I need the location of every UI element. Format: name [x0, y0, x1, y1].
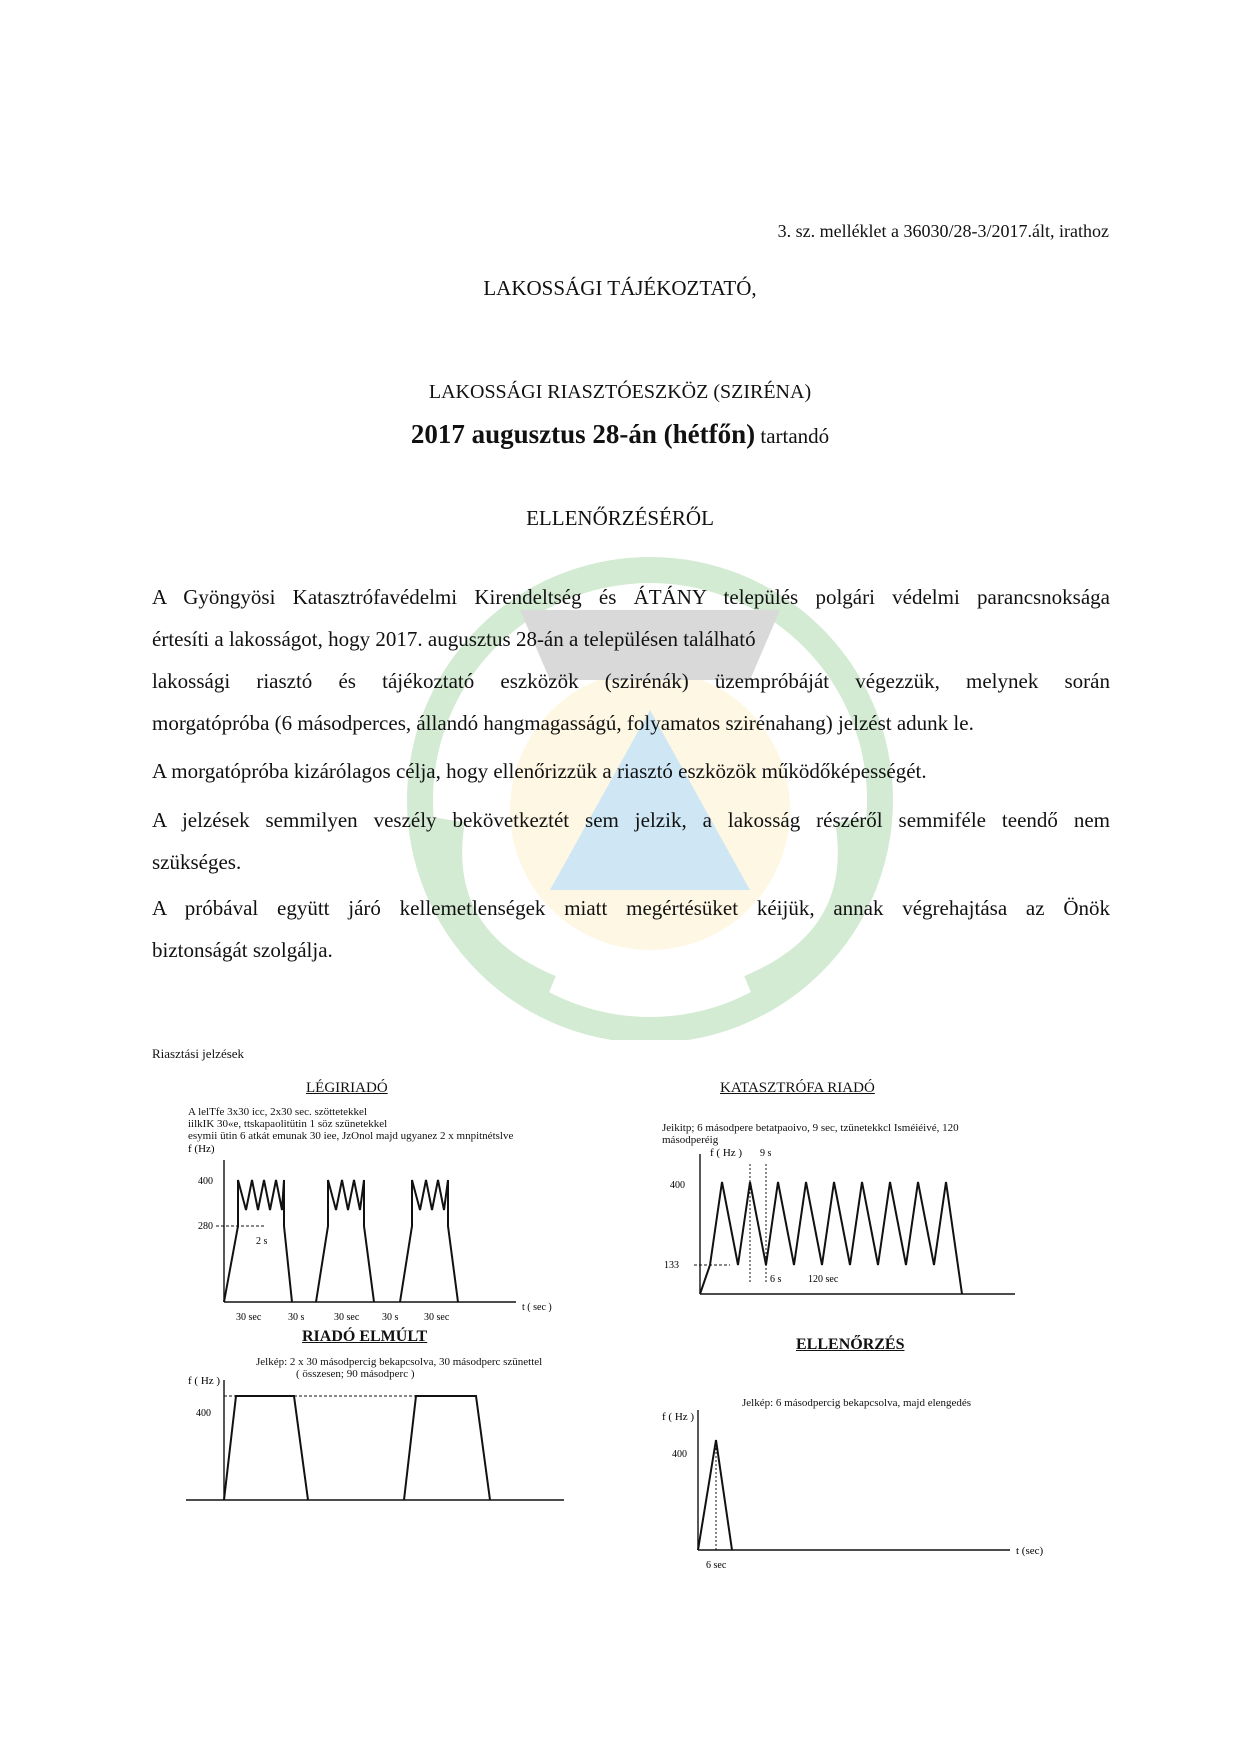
legiriado-diagram: [186, 1140, 576, 1325]
katasztrofa-mark9: 9 s: [760, 1148, 772, 1159]
legiriado-ylabel: f (Hz): [188, 1143, 215, 1155]
riado-elmult-desc-2: ( összesen; 90 másodperc ): [296, 1368, 415, 1380]
ellenorzes-desc-1: Jelkép: 6 másodpercig bekapcsolva, majd elengedés: [742, 1397, 972, 1409]
katasztrofa-diagram: [660, 1144, 1020, 1304]
legiriado-desc-1: A lelTfe 3x30 icc, 2x30 sec. szöttetekkel: [188, 1106, 367, 1118]
legiriado-seg-3: 30 sec: [334, 1312, 360, 1323]
ellenorzes-ylabel: f ( Hz ): [662, 1411, 695, 1423]
title-date-rest: tartandó: [755, 424, 830, 448]
riado-elmult-ylabel: f ( Hz ): [188, 1375, 221, 1387]
paragraph-1-line-4: morgatópróba (6 másodperces, állandó hangmagasságú, folyamatos szirénahang) jelzést adunk le.: [152, 711, 974, 735]
signals-section-title: Riasztási jelzések: [152, 1046, 245, 1061]
katasztrofa-title: KATASZTRÓFA RIADÓ: [720, 1080, 875, 1096]
ellenorzes-diagram: [660, 1400, 1060, 1570]
legiriado-seg-2: 30 s: [288, 1312, 305, 1323]
katasztrofa-desc-1: Jeikitp; 6 másodpere betatpaoivo, 9 sec, tzünetekkcl Isméiéivé, 120: [662, 1122, 959, 1134]
riado-elmult-y400: 400: [196, 1408, 211, 1419]
ellenorzes-y400: 400: [672, 1449, 687, 1460]
legiriado-xlabel: t ( sec ): [522, 1302, 552, 1313]
katasztrofa-y133: 133: [664, 1260, 679, 1271]
katasztrofa-ylabel: f ( Hz ): [710, 1147, 743, 1159]
legiriado-mark: 2 s: [256, 1236, 268, 1247]
legiriado-desc-3: esymii ütin 6 atkát emunak 30 iee, JzOnol majd ugyanez 2 x mnpitnétslve: [188, 1130, 514, 1142]
legiriado-seg-4: 30 s: [382, 1312, 399, 1323]
riado-elmult-desc-1: Jelkép: 2 x 30 másodpercig bekapcsolva, 30 másodperc szünettel: [256, 1356, 543, 1368]
ellenorzes-title: ELLENŐRZÉS: [796, 1336, 905, 1353]
title-date: [0, 419, 1240, 450]
paragraph-4-line-2: biztonságát szolgálja.: [152, 938, 333, 962]
riado-elmult-title: RIADÓ ELMÚLT: [302, 1328, 428, 1345]
title-date-bold: 2017 augusztus 28-án (hétfőn): [410, 419, 756, 449]
legiriado-y400: 400: [198, 1176, 213, 1187]
title-lakossagi-tajekoztato: LAKOSSÁGI TÁJÉKOZTATÓ,: [483, 276, 757, 300]
ellenorzes-mark6: 6 sec: [706, 1560, 727, 1570]
katasztrofa-desc-2: másodperéig: [662, 1134, 719, 1146]
legiriado-title: LÉGIRIADÓ: [306, 1080, 388, 1096]
document-reference: 3. sz. melléklet a 36030/28-3/2017.ált, irathoz: [777, 221, 1109, 241]
riado-elmult-diagram: [186, 1370, 566, 1510]
legiriado-seg-1: 30 sec: [236, 1312, 262, 1323]
title-ellenorzeserol: ELLENŐRZÉSÉRŐL: [526, 506, 714, 530]
legiriado-desc-2: iilkIK 30«e, ttskapaolitütin 1 söz szünetekkel: [188, 1118, 388, 1130]
title-riasztoeszkoz: LAKOSSÁGI RIASZTÓESZKÖZ (SZIRÉNA): [428, 381, 812, 403]
paragraph-1-line-1: A Gyöngyösi Katasztrófavédelmi Kirendeltség és ÁTÁNY település polgári védelmi parancsnoksága: [152, 585, 1110, 609]
ellenorzes-xlabel: t (sec): [1016, 1545, 1044, 1557]
paragraph-4-line-1: A próbával együtt járó kellemetlenségek miatt megértésüket kéijük, annak végrehajtása az Önök: [152, 896, 1110, 920]
legiriado-y280: 280: [198, 1221, 213, 1232]
paragraph-1-line-2: értesíti a lakosságot, hogy 2017. augusztus 28-án a településen található: [152, 627, 756, 651]
katasztrofa-mark120: 120 sec: [808, 1274, 839, 1285]
katasztrofa-y400: 400: [670, 1180, 685, 1191]
legiriado-seg-5: 30 sec: [424, 1312, 450, 1323]
katasztrofa-mark6: 6 s: [770, 1274, 782, 1285]
paragraph-3-line-1: A jelzések semmilyen veszély bekövetkeztét sem jelzik, a lakosság részéről semmiféle teendő nem: [152, 808, 1110, 832]
paragraph-2: A morgatópróba kizárólagos célja, hogy ellenőrizzük a riasztó eszközök működőképességét.: [152, 759, 927, 783]
paragraph-1-line-3: lakossági riasztó és tájékoztató eszközök (szirénák) üzempróbáját végezzük, melynek során: [152, 669, 1110, 693]
paragraph-3-line-2: szükséges.: [152, 850, 242, 874]
